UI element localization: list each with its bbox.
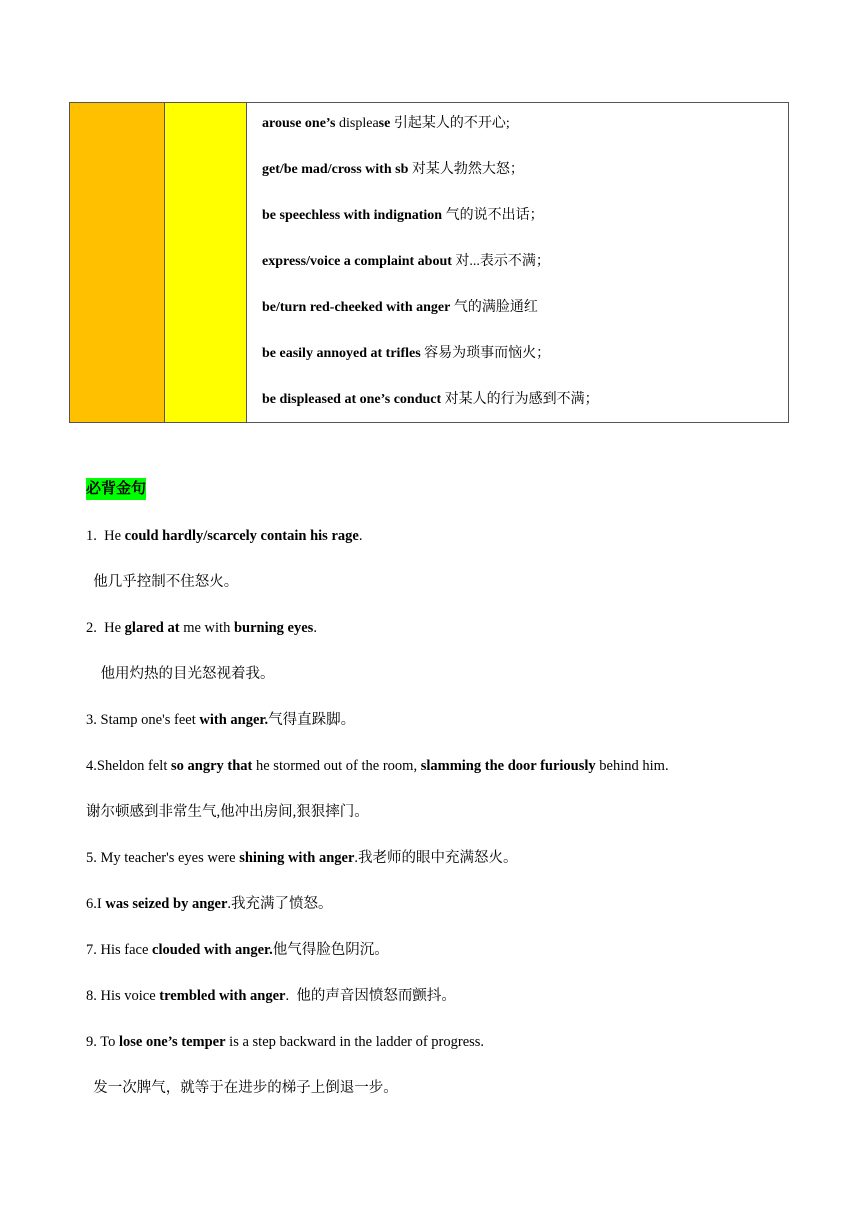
sentence-line	[86, 894, 333, 914]
sentence-line	[86, 618, 317, 638]
phrase-item	[262, 206, 788, 226]
sentence-text: 气得直跺脚。	[268, 712, 356, 728]
sentence-text: 他几乎控制不住怒火。	[86, 574, 239, 590]
sentence-text: .	[358, 528, 363, 544]
phrase-item	[262, 252, 788, 272]
sentence-text: 7. His face	[86, 942, 153, 958]
phrase-item	[262, 344, 788, 364]
phrase-chinese: 气的满脸通红	[450, 300, 538, 315]
sentence-text: 他用灼热的目光怒视着我。	[86, 666, 275, 682]
sentence-text: 发一次脾气，就等于在进步的梯子上倒退一步。	[86, 1080, 398, 1096]
yellow-column	[165, 103, 247, 422]
phrase-english: arouse one’s	[262, 116, 336, 131]
sentence-text: 4.Sheldon felt	[86, 758, 171, 774]
sentence-line	[86, 986, 456, 1006]
phrase-table	[69, 102, 789, 423]
sentence-line	[86, 848, 518, 868]
phrase-chinese: 对某人的行为感到不满；	[441, 392, 599, 407]
phrase-english: express/voice a complaint about	[262, 254, 452, 269]
phrase-chinese: 对...表示不满；	[451, 254, 550, 269]
sentence-text: 他气得脸色阴沉。	[272, 942, 389, 958]
phrase-chinese: 引起某人的不开心;	[390, 116, 510, 131]
sentence-text: .	[313, 620, 317, 636]
sentence-text: .我充满了愤怒。	[227, 896, 333, 912]
sentence-line	[86, 756, 669, 776]
sentence-text: me with	[179, 620, 234, 636]
sentence-key-phrase: could hardly/scarcely contain his rage	[124, 528, 359, 544]
sentence-line	[86, 526, 362, 546]
phrase-item	[262, 298, 788, 318]
phrase-item	[262, 114, 788, 134]
sentence-key-phrase: lose one’s temper	[118, 1034, 226, 1050]
sentence-key-phrase: slamming the door furiously	[420, 758, 596, 774]
sentence-text: 6.I	[86, 896, 106, 912]
sentence-text: 2. He	[86, 620, 125, 636]
phrase-english: be easily annoyed at trifles	[262, 346, 421, 361]
sentence-text: 3. Stamp one's feet	[86, 712, 200, 728]
phrase-english-suffix: se	[378, 116, 391, 131]
sentence-line	[86, 710, 355, 730]
sentence-text: 8. His voice	[86, 988, 160, 1004]
sentence-text: 谢尔顿感到非常生气,他冲出房间,狠狠摔门。	[86, 804, 369, 820]
sentence-text: he stormed out of the room,	[252, 758, 421, 774]
sentence-text: 9. To	[86, 1034, 119, 1050]
phrase-english: be speechless with indignation	[262, 208, 443, 223]
phrase-english: be displeased at one’s conduct	[262, 392, 442, 407]
sentence-key-phrase: with anger.	[199, 712, 269, 728]
sentence-line	[86, 802, 369, 822]
section-heading: 必背金句	[86, 478, 146, 500]
sentence-key-phrase: glared at	[124, 620, 180, 636]
sentence-key-phrase: so angry that	[170, 758, 253, 774]
sentence-text: . 他的声音因愤怒而颤抖。	[285, 988, 456, 1004]
phrase-chinese: 对某人勃然大怒；	[408, 162, 524, 177]
phrase-english-rest: displea	[335, 116, 379, 131]
sentence-key-phrase: burning eyes	[233, 620, 314, 636]
section-heading-wrap	[86, 478, 146, 500]
phrase-item	[262, 160, 788, 180]
sentence-key-phrase: trembled with anger	[159, 988, 286, 1004]
sentence-text: 5. My teacher's eyes were	[86, 850, 240, 866]
sentence-text: behind him.	[595, 758, 669, 774]
sentence-line	[86, 664, 275, 684]
orange-column	[70, 103, 165, 422]
sentence-line	[86, 1032, 484, 1052]
phrase-english: be/turn red-cheeked with anger	[262, 300, 451, 315]
sentence-key-phrase: shining with anger	[239, 850, 355, 866]
phrase-item	[262, 390, 788, 410]
sentence-text: .我老师的眼中充满怒火。	[354, 850, 518, 866]
phrase-chinese: 容易为琐事而恼火；	[420, 346, 551, 361]
sentence-line	[86, 940, 389, 960]
sentence-text: is a step backward in the ladder of progress.	[225, 1034, 485, 1050]
sentence-line	[86, 572, 238, 592]
phrase-chinese: 气的说不出话；	[442, 208, 544, 223]
phrase-list	[247, 103, 788, 422]
sentence-key-phrase: clouded with anger.	[152, 942, 273, 958]
phrase-english: get/be mad/cross with sb	[262, 162, 409, 177]
sentence-key-phrase: was seized by anger	[105, 896, 228, 912]
sentence-text: 1. He	[86, 528, 125, 544]
sentence-line	[86, 1078, 398, 1098]
